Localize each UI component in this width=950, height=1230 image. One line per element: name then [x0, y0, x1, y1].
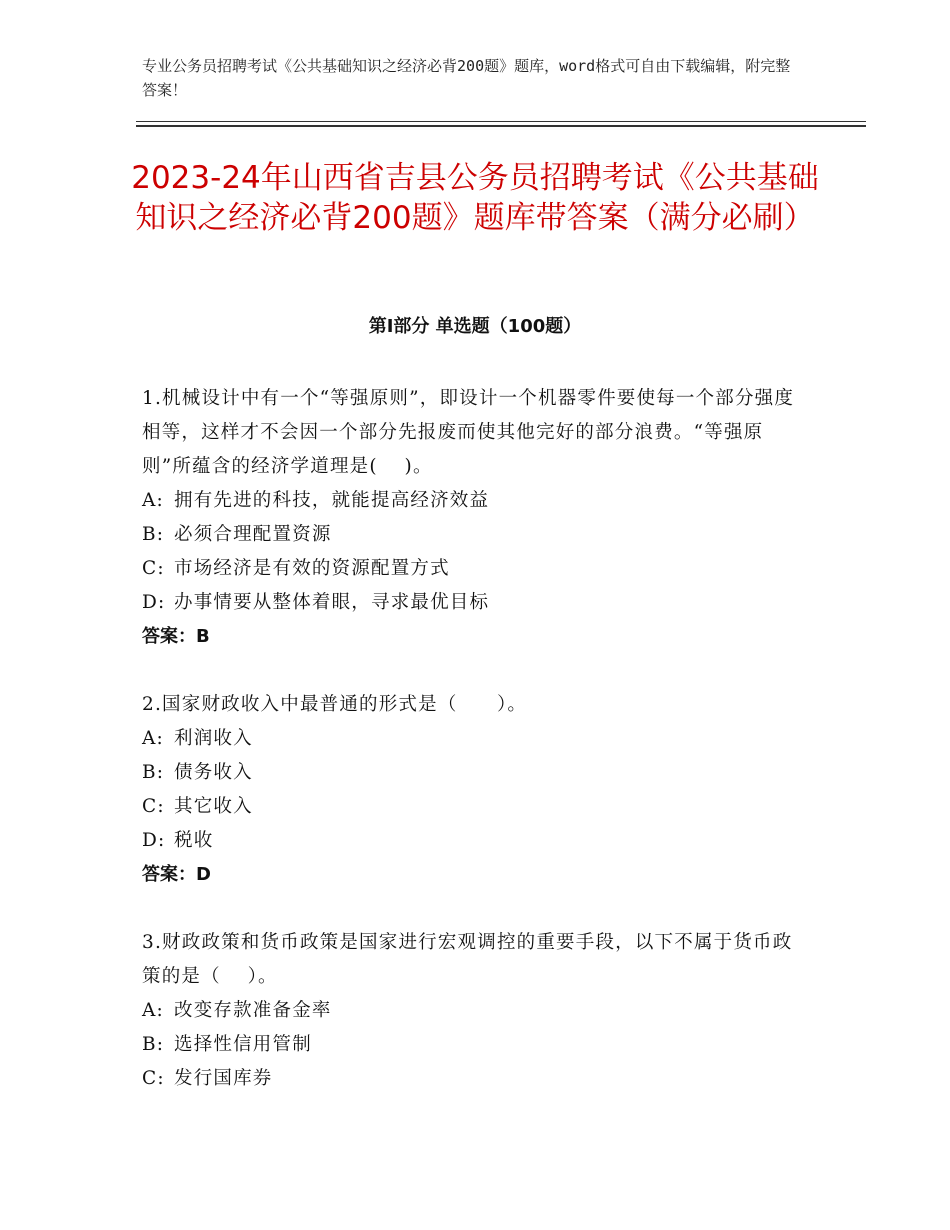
question-list: [142, 382, 802, 1096]
option-a: [142, 722, 802, 756]
option-b: [142, 518, 802, 552]
option-text: 市场经济是有效的资源配置方式: [174, 558, 450, 579]
option-text: 利润收入: [174, 728, 253, 749]
option-d: [142, 586, 802, 620]
option-b: [142, 1028, 802, 1062]
option-text: 拥有先进的科技，就能提高经济效益: [174, 490, 490, 511]
question-spacer: [142, 654, 802, 688]
option-letter: B:: [142, 1034, 165, 1055]
option-a: [142, 994, 802, 1028]
answer-label: 答案：D: [142, 864, 211, 885]
question-stem: 1.机械设计中有一个“等强原则”，即设计一个机器零件要使每一个部分强度相等，这样才不会因一个部分先报废而使其他完好的部分浪费。“等强原则”所蕴含的经济学道理是( )。: [142, 388, 795, 477]
option-text: 其它收入: [174, 796, 253, 817]
option-letter: B:: [142, 762, 165, 783]
option-b: [142, 756, 802, 790]
option-text: 债务收入: [174, 762, 253, 783]
option-text: 改变存款准备金率: [174, 1000, 332, 1021]
option-letter: D:: [142, 830, 166, 851]
option-c: [142, 552, 802, 586]
section-title: 第Ⅰ部分 单选题（100题）: [368, 316, 582, 337]
option-text: 税收: [174, 830, 214, 851]
header-divider-thick: [136, 125, 866, 127]
question-2: [142, 688, 802, 892]
document-title: 2023-24年山西省吉县公务员招聘考试《公共基础知识之经济必背200题》题库带答案（满分必刷）: [131, 160, 819, 236]
option-text: 发行国库券: [174, 1068, 273, 1089]
option-text: 必须合理配置资源: [174, 524, 332, 545]
question-stem: 3.财政政策和货币政策是国家进行宏观调控的重要手段，以下不属于货币政策的是（ ）。: [142, 932, 793, 987]
option-letter: A:: [142, 728, 164, 749]
option-letter: B:: [142, 524, 165, 545]
option-text: 办事情要从整体着眼，寻求最优目标: [174, 592, 490, 613]
question-spacer: [142, 892, 802, 926]
option-letter: A:: [142, 1000, 164, 1021]
option-letter: C:: [142, 796, 165, 817]
option-a: [142, 484, 802, 518]
option-letter: C:: [142, 1068, 165, 1089]
option-letter: A:: [142, 490, 164, 511]
header-note: 专业公务员招聘考试《公共基础知识之经济必背200题》题库，word格式可自由下载编辑，附完整答案！: [142, 57, 791, 99]
option-c: [142, 1062, 802, 1096]
question-1: [142, 382, 802, 654]
option-d: [142, 824, 802, 858]
option-letter: D:: [142, 592, 166, 613]
option-letter: C:: [142, 558, 165, 579]
question-stem: 2.国家财政收入中最普通的形式是（ ）。: [142, 694, 528, 715]
option-c: [142, 790, 802, 824]
answer-label: 答案：B: [142, 626, 210, 647]
question-3: [142, 926, 802, 1096]
header-divider-thin: [136, 121, 866, 122]
option-text: 选择性信用管制: [174, 1034, 312, 1055]
